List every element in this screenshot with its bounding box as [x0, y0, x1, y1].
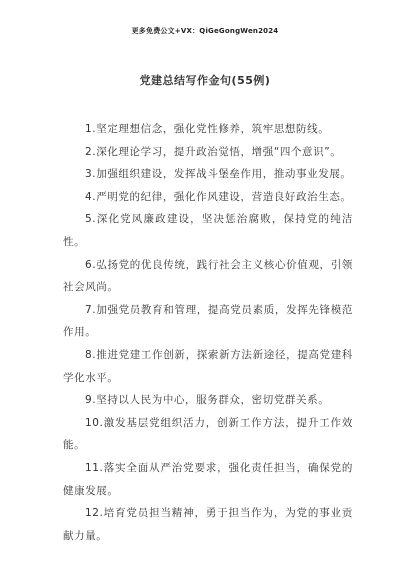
list-item: 4.严明党的纪律，强化作风建设，营造良好政治生态。	[85, 190, 352, 203]
list-item: 2.深化理论学习，提升政治觉悟，增强“四个意识”。	[85, 145, 342, 158]
list-item: 10.激发基层党组织活力，创新工作方法，提升工作效能。	[63, 416, 353, 452]
document-title: 党建总结写作金句(55例)	[139, 74, 271, 87]
list-item: 5.深化党风廉政建设，坚决惩治腐败，保持党的纯洁性。	[63, 213, 353, 248]
header-note: 更多免费公文+VX：QiGeGongWen2024	[131, 27, 279, 35]
list-item: 11.落实全面从严治党要求，强化责任担当，确保党的健康发展。	[63, 461, 353, 497]
list-item: 8.推进党建工作创新，探索新方法新途径，提高党建科学化水平。	[63, 348, 353, 384]
list-item: 9.坚持以人民为中心，服务群众，密切党群关系。	[85, 394, 330, 407]
list-item: 7.加强党员教育和管理，提高党员素质，发挥先锋模范作用。	[63, 303, 353, 339]
list-item: 1.坚定理想信念，强化党性修养，筑牢思想防线。	[85, 123, 330, 135]
list-item: 12.培育党员担当精神，勇于担当作为，为党的事业贡献力量。	[63, 507, 353, 542]
slogan-list	[63, 118, 353, 547]
list-item: 3.加强组织建设，发挥战斗堡垒作用，推动事业发展。	[85, 168, 352, 181]
list-item: 6.弘扬党的优良传统，践行社会主义核心价值观，引领社会风尚。	[63, 258, 353, 294]
